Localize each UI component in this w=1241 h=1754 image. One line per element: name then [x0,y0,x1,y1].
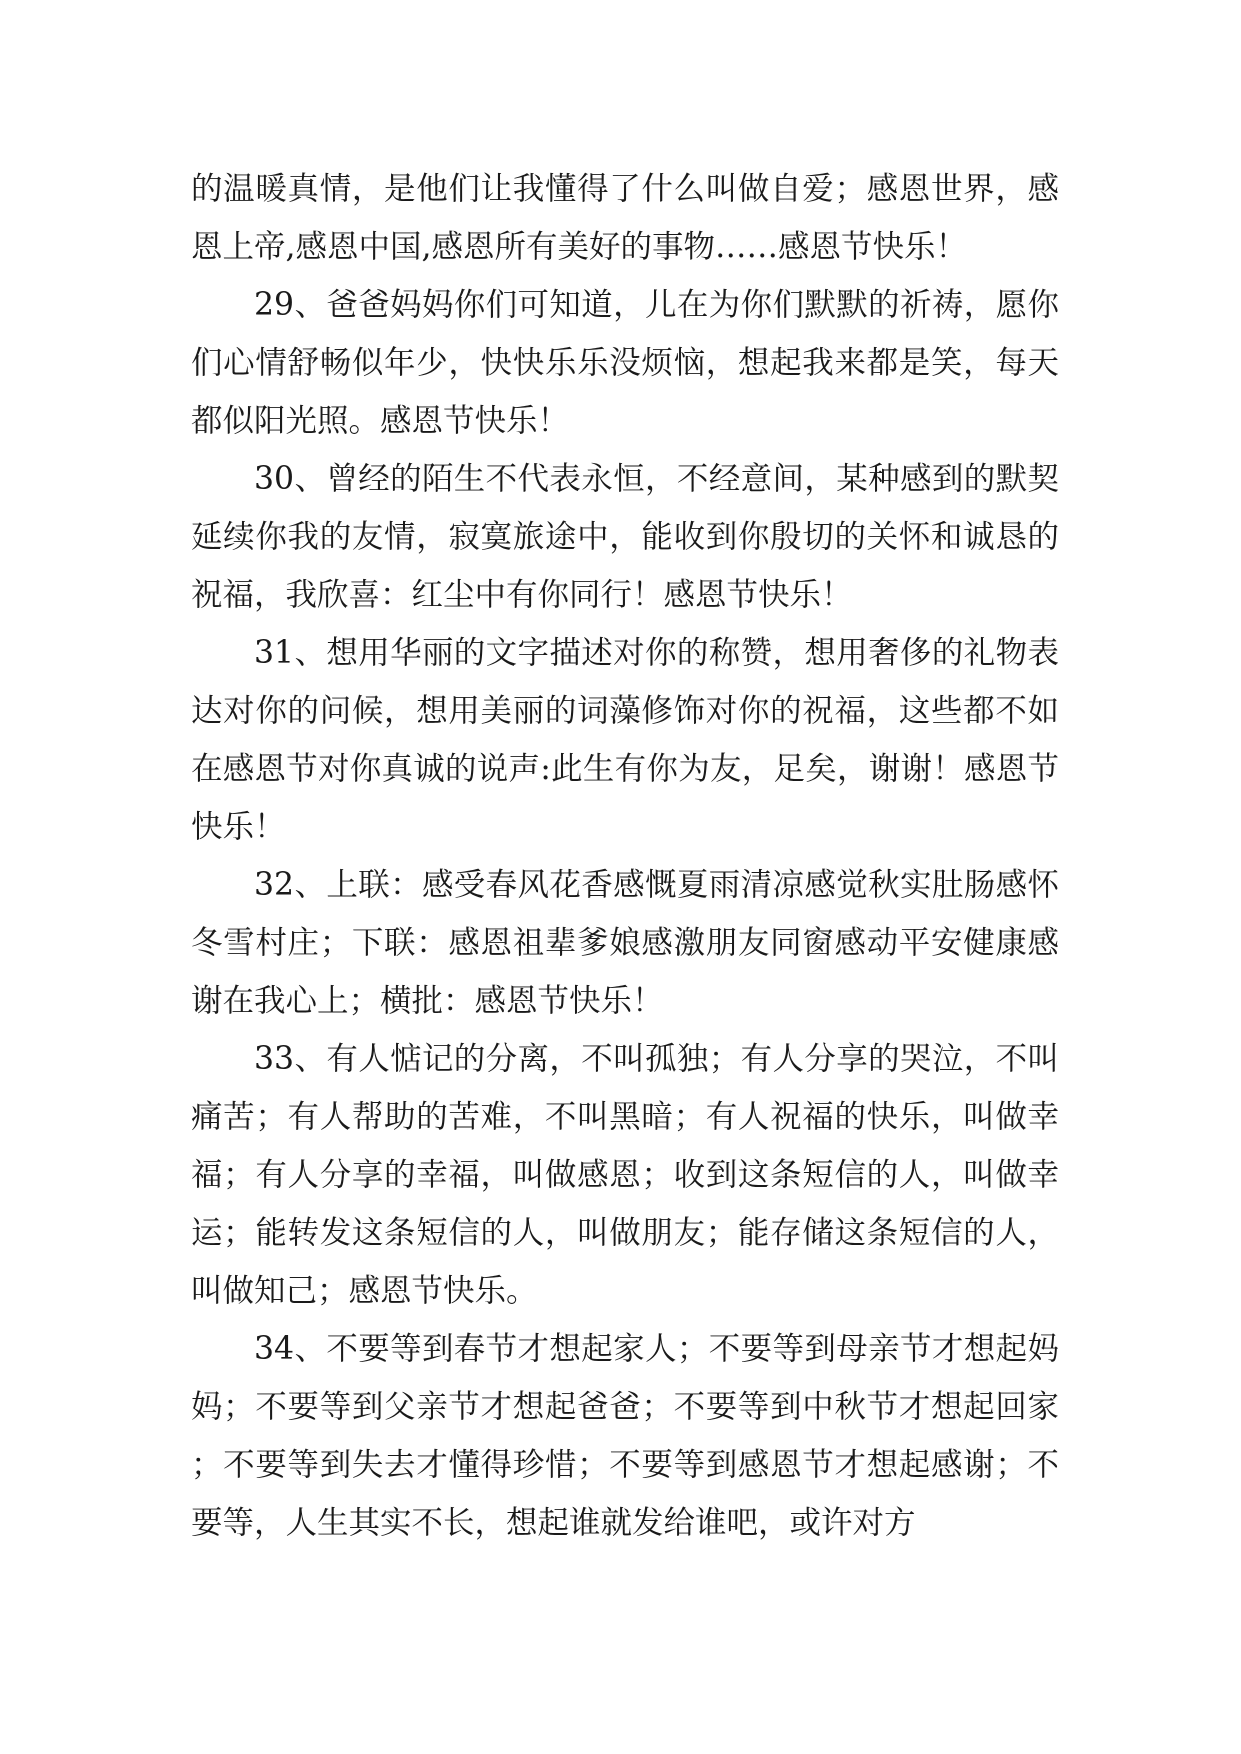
paragraph-29: 29、爸爸妈妈你们可知道，儿在为你们默默的祈祷，愿你们心情舒畅似年少，快快乐乐没烦恼，想起我来都是笑，每天都似阳光照。感恩节快乐！ [191,287,1059,439]
paragraph-33: 33、有人惦记的分离，不叫孤独；有人分享的哭泣，不叫痛苦；有人帮助的苦难，不叫黑暗；有人祝福的快乐，叫做幸福；有人分享的幸福，叫做感恩；收到这条短信的人，叫做幸运；能转发这条短信的人，叫做朋友；能存储这条短信的人，叫做知己；感恩节快乐。 [191,1041,1059,1309]
paragraph-32: 32、上联：感受春风花香感慨夏雨清凉感觉秋实肚肠感怀冬雪村庄；下联：感恩祖辈爹娘感激朋友同窗感动平安健康感谢在我心上；横批：感恩节快乐！ [191,867,1059,1019]
paragraph-31: 31、想用华丽的文字描述对你的称赞，想用奢侈的礼物表达对你的问候，想用美丽的词藻修饰对你的祝福，这些都不如在感恩节对你真诚的说声:此生有你为友，足矣，谢谢！感恩节快乐！ [191,635,1059,845]
body-text [191,160,1059,1552]
paragraph-continued: 的温暖真情，是他们让我懂得了什么叫做自爱；感恩世界，感恩上帝,感恩中国,感恩所有美好的事物……感恩节快乐！ [191,171,1059,265]
paragraph-30: 30、曾经的陌生不代表永恒，不经意间，某种感到的默契延续你我的友情，寂寞旅途中，能收到你殷切的关怀和诚恳的祝福，我欣喜：红尘中有你同行！感恩节快乐！ [191,461,1059,613]
paragraph-34: 34、不要等到春节才想起家人；不要等到母亲节才想起妈妈；不要等到父亲节才想起爸爸；不要等到中秋节才想起回家；不要等到失去才懂得珍惜；不要等到感恩节才想起感谢；不要等，人生其实不长，想起谁就发给谁吧，或许对方 [191,1331,1059,1541]
